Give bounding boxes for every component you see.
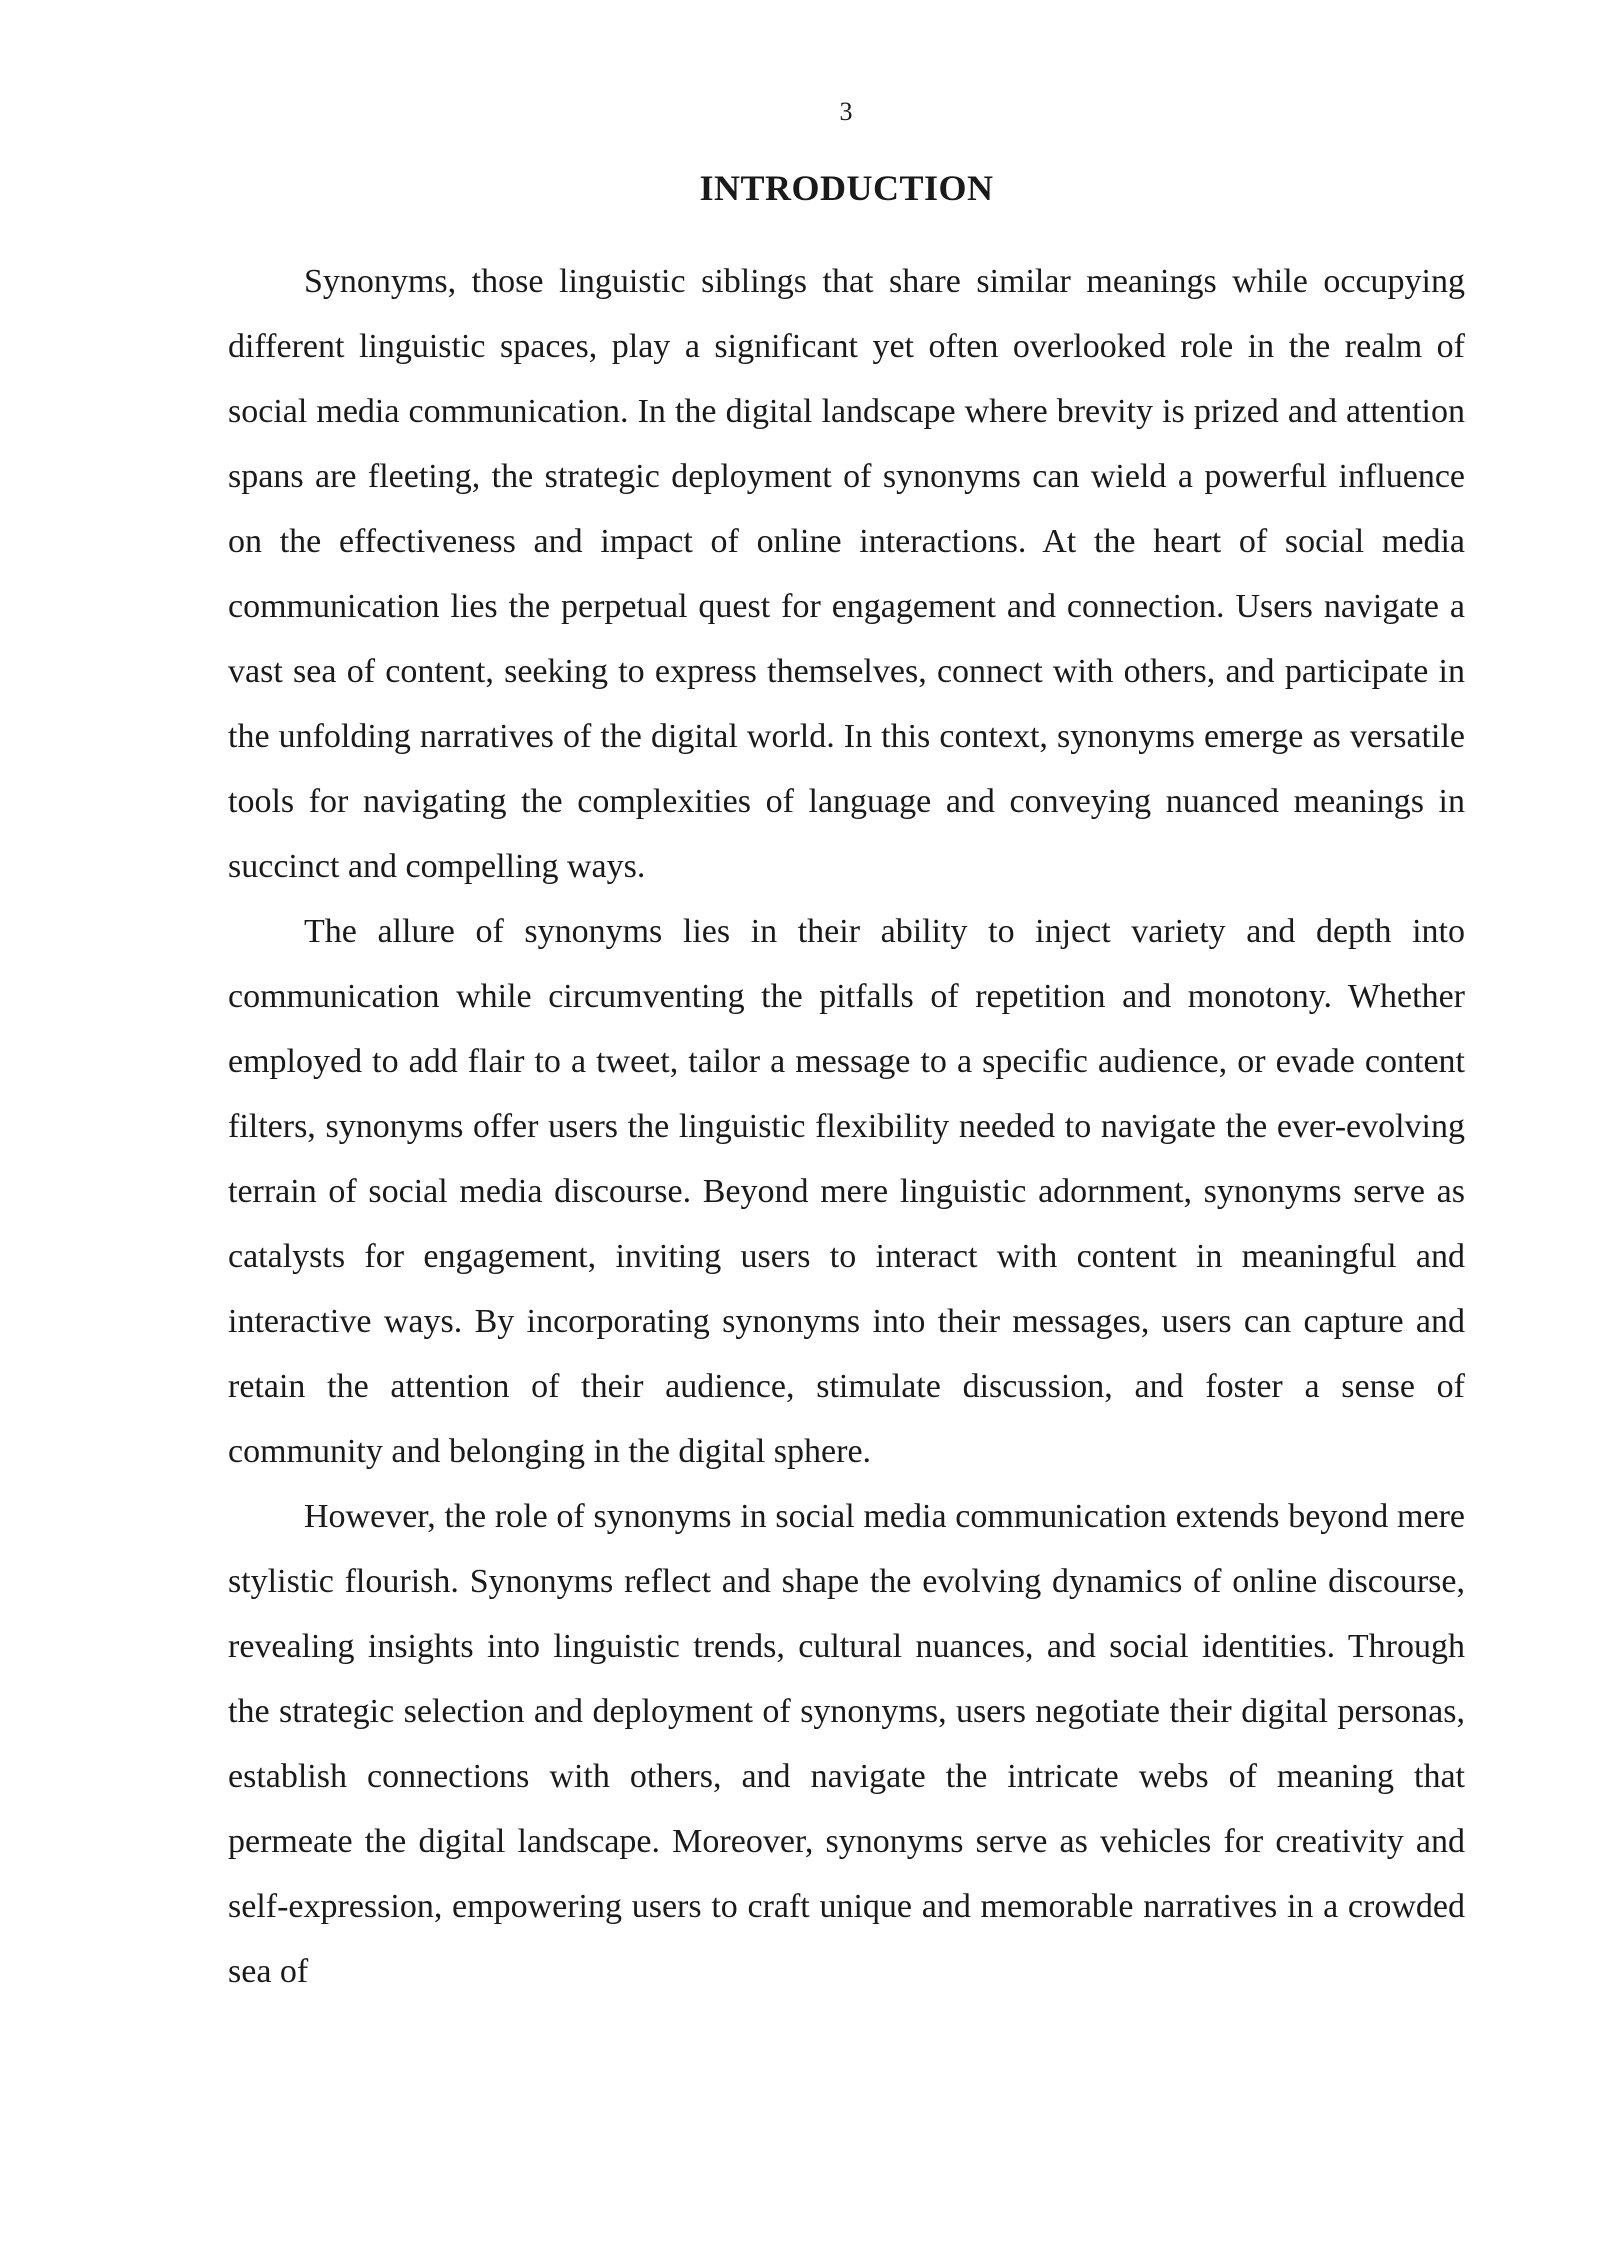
paragraph: However, the role of synonyms in social media communication extends beyond mere stylistic flourish. Synonyms reflect and shape the evolving dynamics of online discourse, revealing insights into linguistic trends, cultural nuances, and social identities. Through the strategic selection and deployment of synonyms, users negotiate their digital personas, establish connections with others, and navigate the intricate webs of meaning that permeate the digital landscape. Moreover, synonyms serve as vehicles for creativity and self-expression, empowering users to craft unique and memorable narratives in a crowded sea of	[228, 1498, 1465, 1990]
paragraph: Synonyms, those linguistic siblings that share similar meanings while occupying different linguistic spaces, play a significant yet often overlooked role in the realm of social media communication. In the digital landscape where brevity is prized and attention spans are fleeting, the strategic deployment of synonyms can wield a powerful influence on the effectiveness and impact of online interactions. At the heart of social media communication lies the perpetual quest for engagement and connection. Users navigate a vast sea of content, seeking to express themselves, connect with others, and participate in the unfolding narratives of the digital world. In this context, synonyms emerge as versatile tools for navigating the complexities of language and conveying nuanced meanings in succinct and compelling ways.	[228, 263, 1465, 885]
body-text	[228, 249, 1465, 2004]
section-heading: INTRODUCTION	[699, 168, 994, 208]
page-number: 3	[839, 97, 853, 126]
paragraph: The allure of synonyms lies in their ability to inject variety and depth into communication while circumventing the pitfalls of repetition and monotony. Whether employed to add flair to a tweet, tailor a message to a specific audience, or evade content filters, synonyms offer users the linguistic flexibility needed to navigate the ever-evolving terrain of social media discourse. Beyond mere linguistic adornment, synonyms serve as catalysts for engagement, inviting users to interact with content in meaningful and interactive ways. By incorporating synonyms into their messages, users can capture and retain the attention of their audience, stimulate discussion, and foster a sense of community and belonging in the digital sphere.	[228, 913, 1465, 1470]
